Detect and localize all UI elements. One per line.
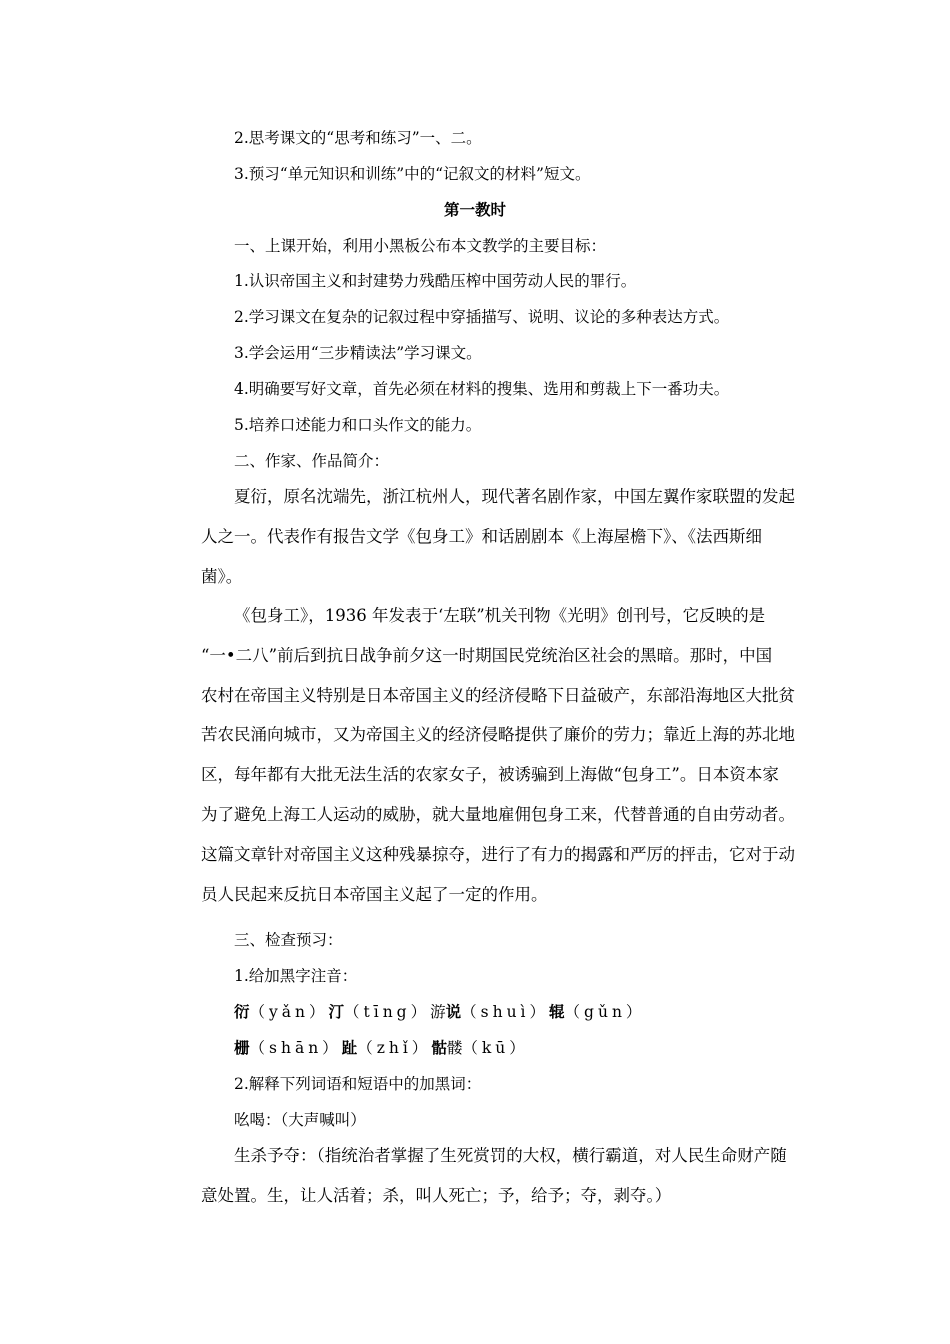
paragraph-line: 苦农民涌向城市，又为帝国主义的经济侵略提供了廉价的劳力；靠近上海的苏北地 — [201, 725, 795, 744]
bold-char: 骷 — [431, 1038, 447, 1057]
paragraph-line: 生杀予夺：（指统治者掌握了生死赏罚的大权，横行霸道，对人民生命财产随 — [234, 1146, 787, 1165]
pinyin-row — [234, 1002, 645, 1022]
pinyin: （shuì） — [461, 1003, 550, 1021]
paragraph-line: 农村在帝国主义特别是日本帝国主义的经济侵略下日益破产，东部沿海地区大批贫 — [201, 686, 795, 705]
text-line: 3.学会运用“三步精读法”学习课文。 — [234, 344, 482, 362]
text-line: 三、检查预习： — [234, 931, 343, 949]
plain-char: 游 — [430, 1003, 446, 1021]
paragraph-line: 菌》。 — [201, 567, 243, 586]
text-line: 2.学习课文在复杂的记叙过程中穿插描写、说明、议论的多种表达方式。 — [234, 308, 730, 326]
pinyin: （yǎn） — [249, 1003, 329, 1021]
plain-char: 髅 — [446, 1039, 463, 1057]
paragraph-line: 这篇文章针对帝国主义这种残暴掠夺，进行了有力的揭露和严厉的抨击，它对于动 — [201, 845, 795, 864]
text-line: 二、作家、作品简介： — [234, 452, 390, 470]
pinyin: （kū） — [462, 1039, 529, 1057]
text-line: 1.给加黑字注音： — [234, 967, 358, 985]
bold-char: 汀 — [328, 1002, 345, 1021]
pinyin: （zhǐ） — [357, 1039, 432, 1057]
text-line: 2.解释下列词语和短语中的加黑词： — [234, 1075, 482, 1093]
bold-char: 趾 — [341, 1038, 358, 1057]
paragraph-line: 意处置。生，让人活着；杀，叫人死亡；予，给予；夺，剥夺。） — [201, 1186, 672, 1205]
text-line: 1.认识帝国主义和封建势力残酷压榨中国劳动人民的罪行。 — [234, 272, 637, 290]
bold-char: 说 — [445, 1002, 462, 1021]
text-line: 5.培养口述能力和口头作文的能力。 — [234, 416, 482, 434]
bold-char: 衍 — [234, 1002, 250, 1021]
paragraph-line: “一•二八”前后到抗日战争前夕这一时期国民党统治区社会的黑暗。那时，中国 — [201, 646, 773, 665]
paragraph-line: 为了避免上海工人运动的威胁，就大量地雇佣包身工来，代替普通的自由劳动者。 — [201, 805, 795, 824]
bold-char: 栅 — [234, 1038, 250, 1057]
pinyin: （gǔn） — [564, 1003, 646, 1021]
pinyin: （tīng） — [344, 1003, 431, 1021]
paragraph-line: 《包身工》，1936 年发表于‘左联”机关刊物《光明》创刊号，它反映的是 — [234, 606, 766, 625]
bold-char: 辊 — [549, 1002, 565, 1021]
paragraph-line: 员人民起来反抗日本帝国主义起了一定的作用。 — [201, 885, 548, 904]
pinyin: （shān） — [249, 1039, 342, 1057]
pinyin-row — [234, 1038, 529, 1058]
text-line: 一、上课开始，利用小黑板公布本文教学的主要目标： — [234, 237, 607, 255]
paragraph-line: 人之一。代表作有报告文学《包身工》和话剧剧本《上海屋檐下》、《法西斯细 — [201, 527, 762, 546]
text-line: 吆喝：（大声喊叫） — [234, 1111, 366, 1129]
paragraph-line: 夏衍，原名沈端先，浙江杭州人，现代著名剧作家，中国左翼作家联盟的发起 — [234, 487, 795, 506]
text-line: 3.预习“单元知识和训练”中的“记叙文的材料”短文。 — [234, 165, 591, 183]
section-heading: 第一教时 — [443, 200, 506, 219]
paragraph-line: 区，每年都有大批无法生活的农家女子，被诱骗到上海做“包身工”。日本资本家 — [201, 765, 779, 784]
text-line: 4.明确要写好文章，首先必须在材料的搜集、选用和剪裁上下一番功夫。 — [234, 380, 730, 398]
text-line: 2.思考课文的“思考和练习”一、二。 — [234, 129, 482, 147]
